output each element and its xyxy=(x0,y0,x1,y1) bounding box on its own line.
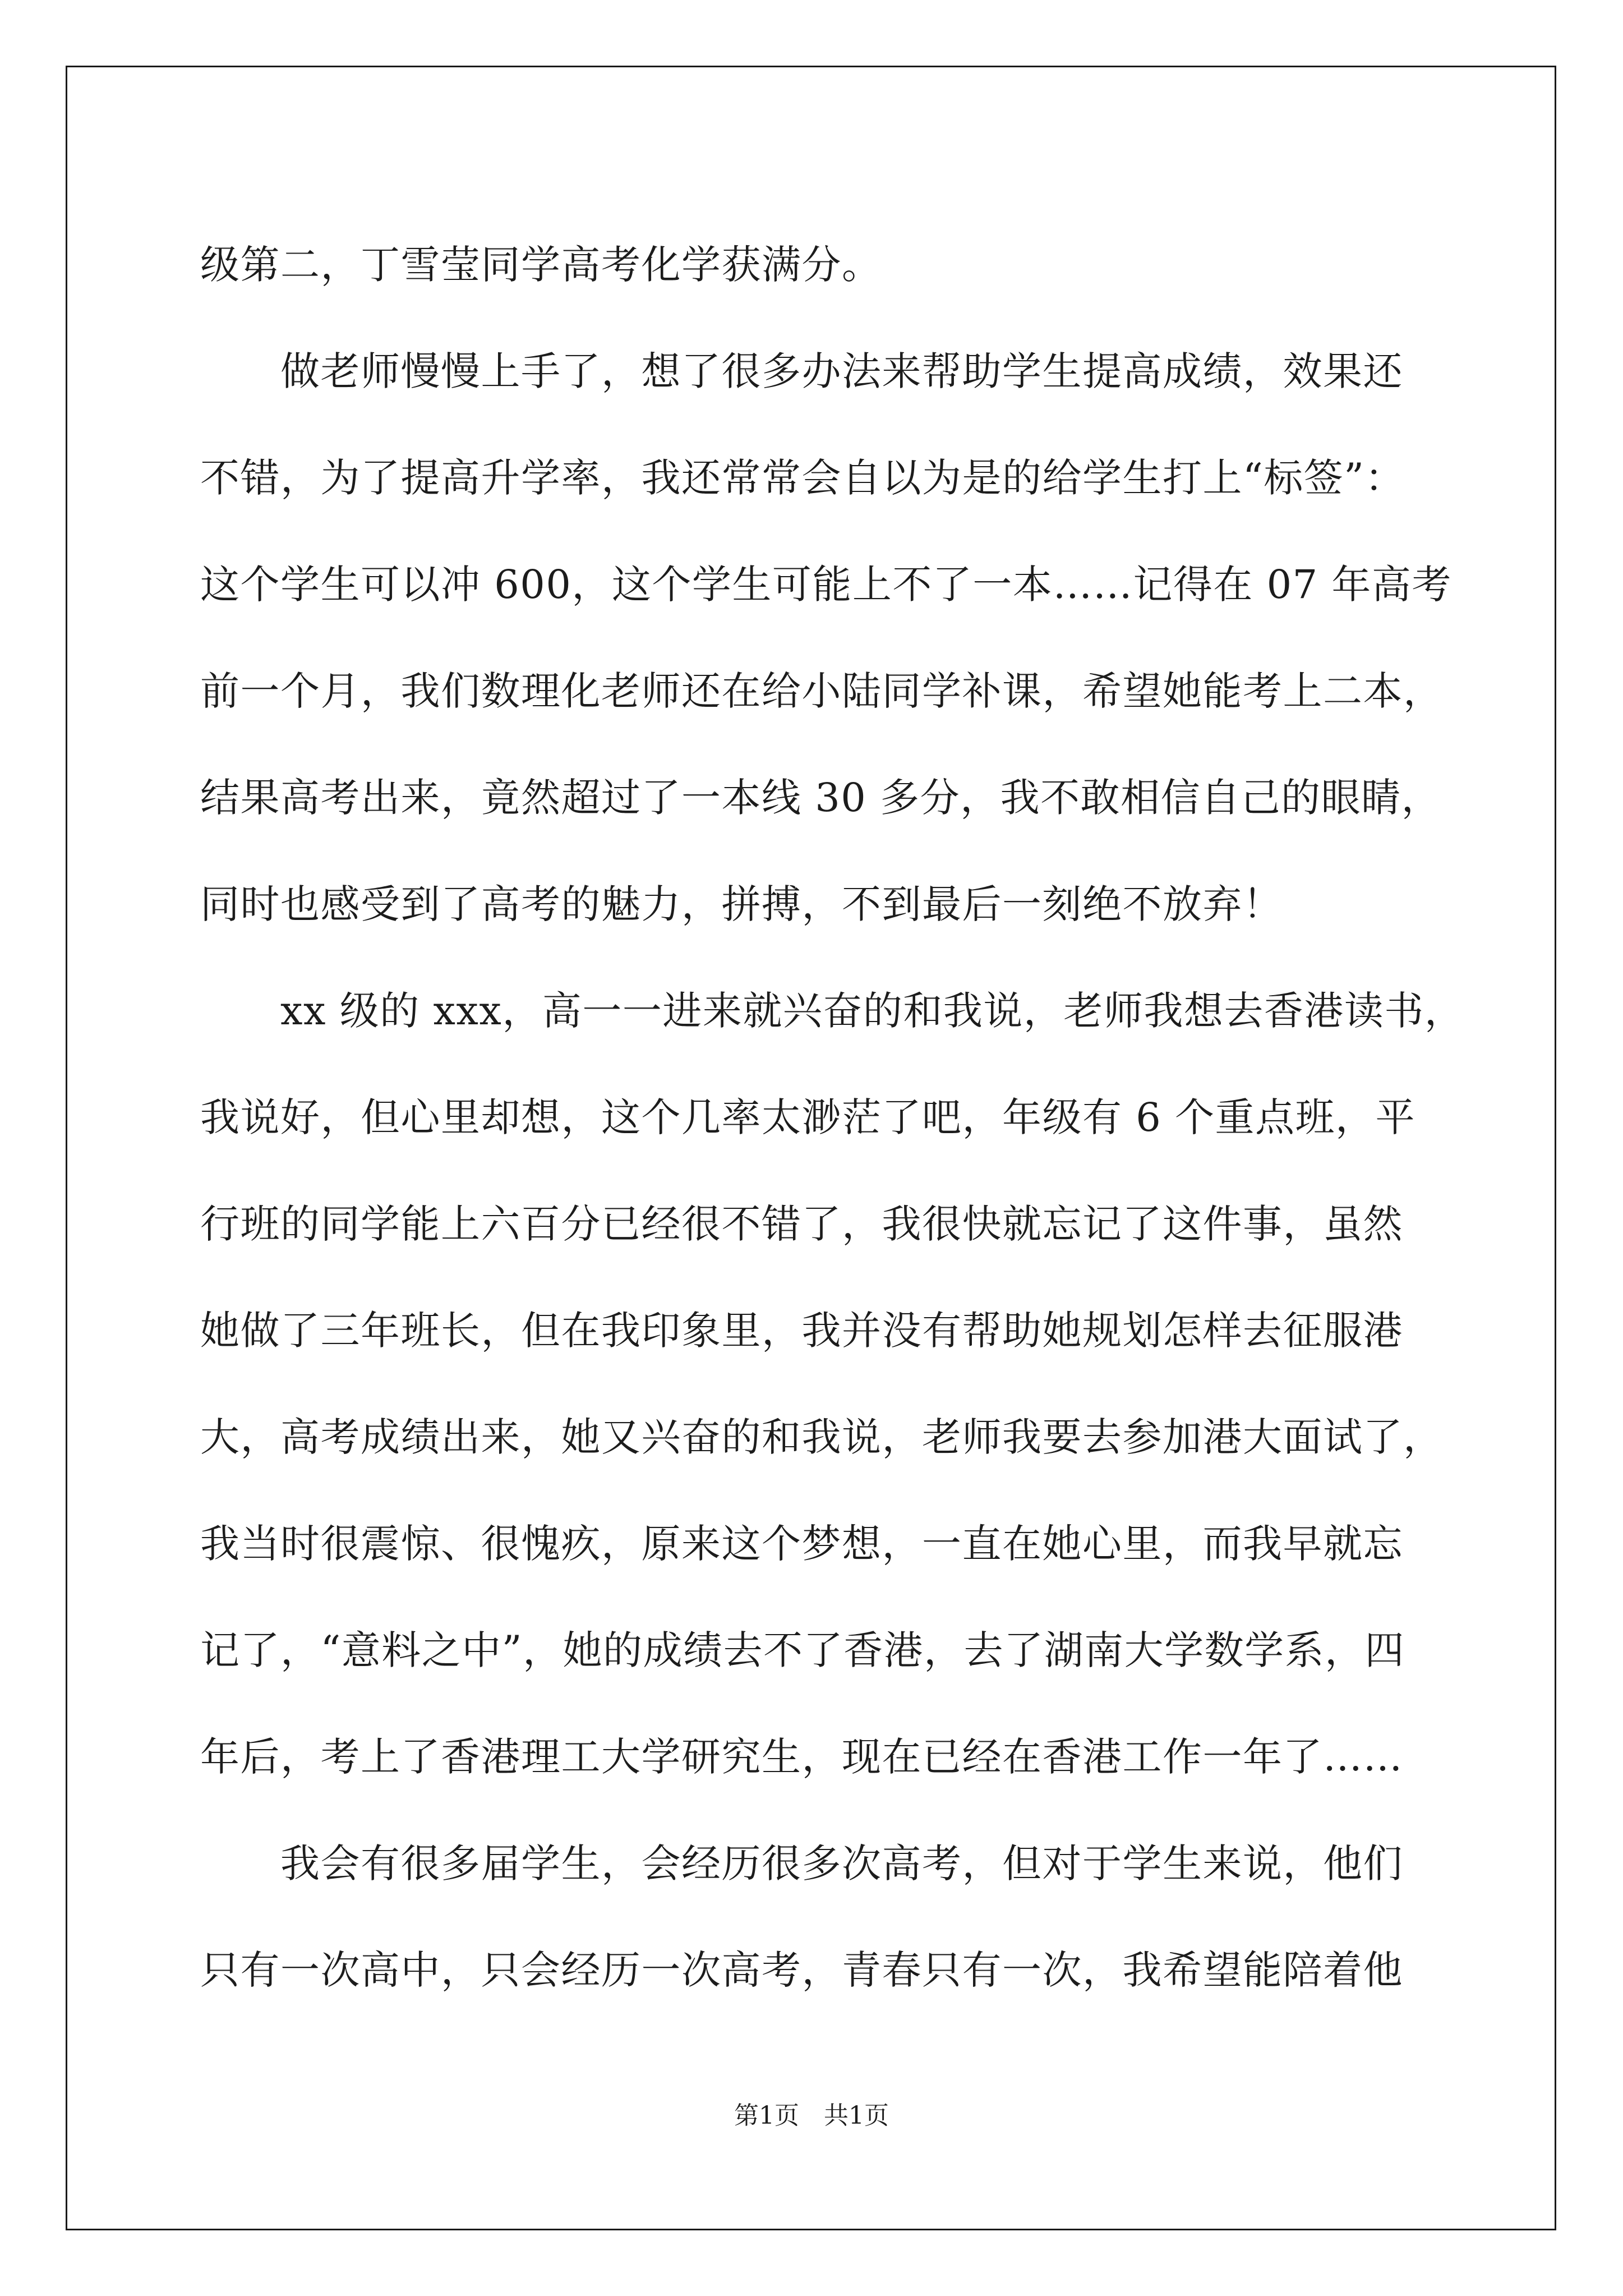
text-line: 只有一次高中，只会经历一次高考，青春只有一次，我希望能陪着他 xyxy=(200,1947,1403,1993)
page-number-footer: 第1页 共1页 xyxy=(734,2101,889,2130)
text-line: 年后，考上了香港理工大学研究生，现在已经在香港工作一年了…… xyxy=(200,1734,1403,1780)
text-line: 不错，为了提高升学率，我还常常会自以为是的给学生打上“标签”： xyxy=(200,455,1405,501)
text-line: 前一个月，我们数理化老师还在给小陆同学补课，希望她能考上二本， xyxy=(200,668,1444,714)
text-line: 我当时很震惊、很愧疚，原来这个梦想，一直在她心里，而我早就忘 xyxy=(200,1521,1403,1567)
text-line: 同时也感受到了高考的魅力，拼搏，不到最后一刻绝不放弃！ xyxy=(200,881,1283,927)
text-line: 她做了三年班长，但在我印象里，我并没有帮助她规划怎样去征服港 xyxy=(200,1308,1403,1354)
text-line: 我会有很多届学生，会经历很多次高考，但对于学生来说，他们 xyxy=(200,1841,1403,1887)
text-line: 级第二，丁雪莹同学高考化学获满分。 xyxy=(200,242,882,288)
text-line: 做老师慢慢上手了，想了很多办法来帮助学生提高成绩，效果还 xyxy=(200,348,1403,394)
text-line: 记了，“意料之中”，她的成绩去不了香港，去了湖南大学数学系，四 xyxy=(200,1627,1405,1673)
text-line: 大，高考成绩出来，她又兴奋的和我说，老师我要去参加港大面试了， xyxy=(200,1414,1444,1460)
text-line: 结果高考出来，竟然超过了一本线 30 多分，我不敢相信自己的眼睛， xyxy=(200,775,1442,821)
text-line: 这个学生可以冲 600，这个学生可能上不了一本……记得在 07 年高考 xyxy=(200,562,1452,608)
document-body xyxy=(200,211,1465,2023)
text-line: 我说好，但心里却想，这个几率太渺茫了吧，年级有 6 个重点班，平 xyxy=(200,1094,1416,1140)
text-line: xx 级的 xxx，高一一进来就兴奋的和我说，老师我想去香港读书， xyxy=(200,988,1465,1034)
text-line: 行班的同学能上六百分已经很不错了，我很快就忘记了这件事，虽然 xyxy=(200,1201,1403,1247)
